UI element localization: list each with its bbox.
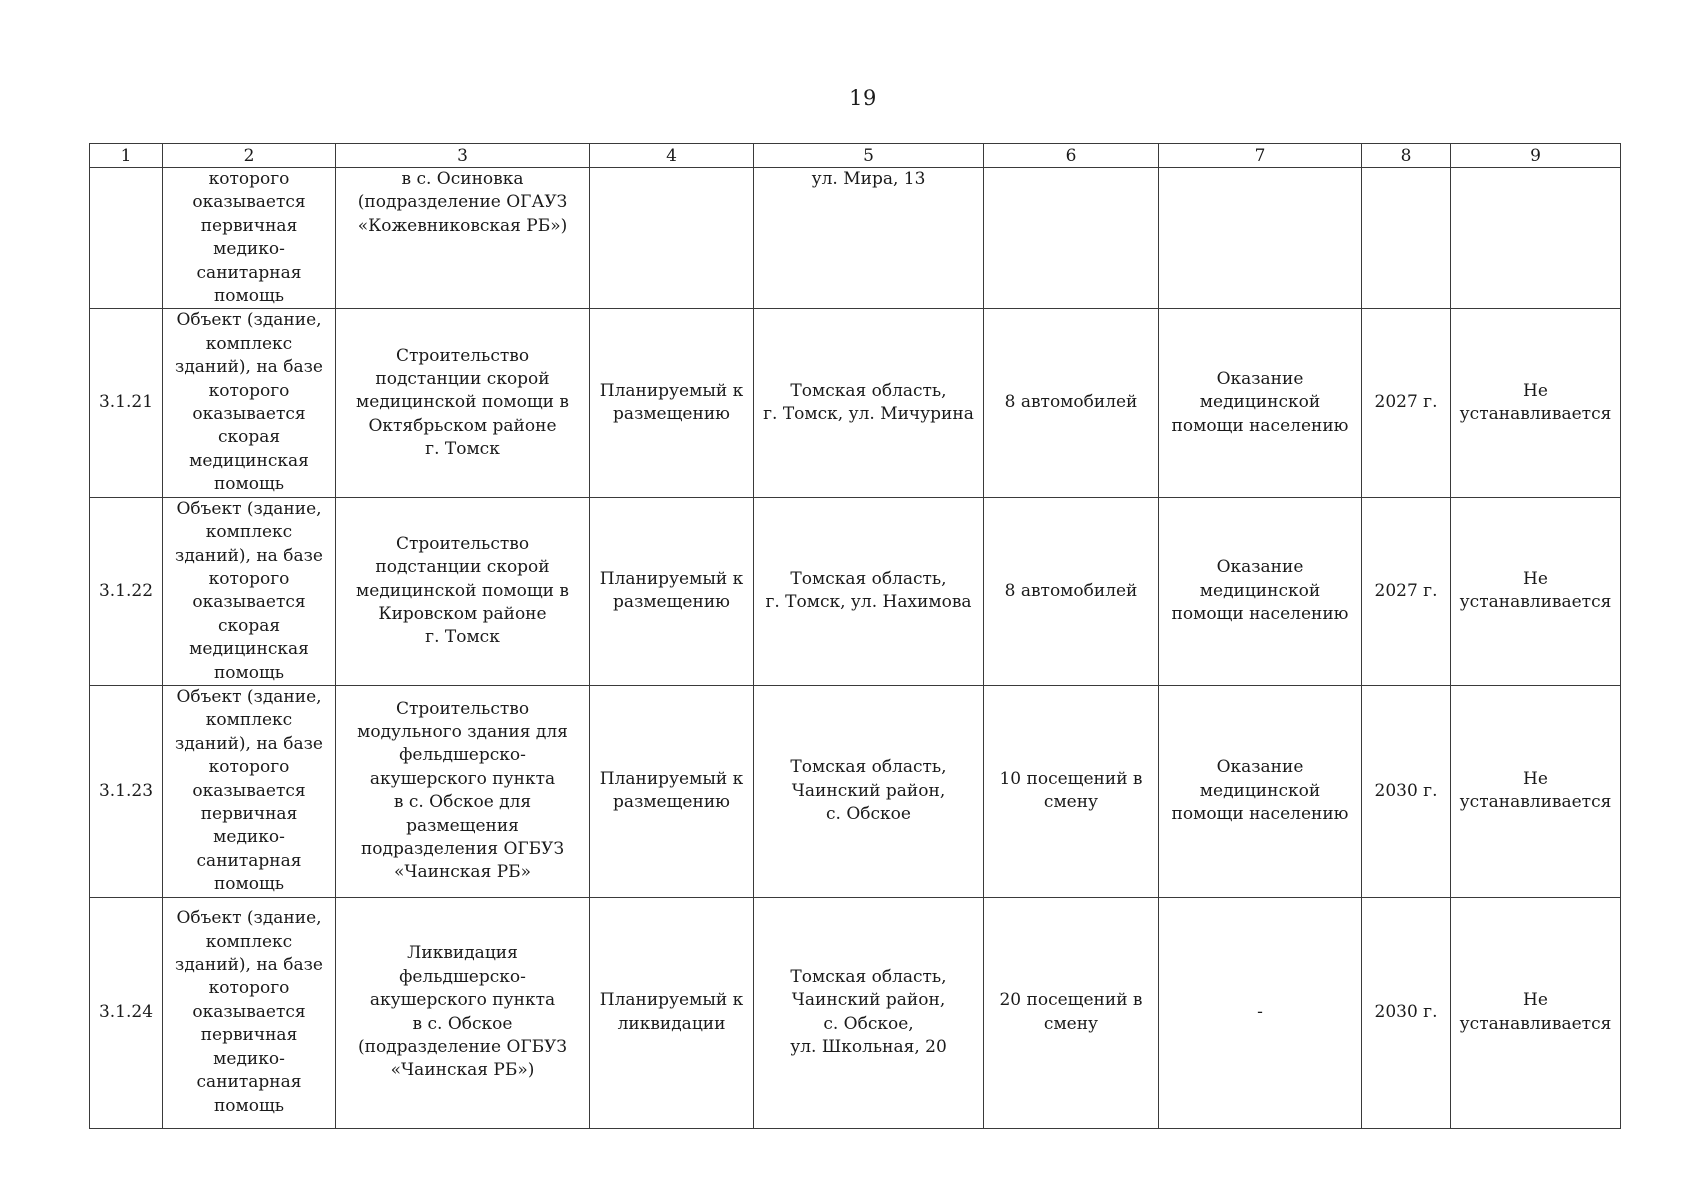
year-cell — [1362, 168, 1451, 309]
object-type-cell: Объект (здание, комплекс зданий), на базе которого оказывается первичная медико- санитарная помощь — [163, 685, 336, 897]
page-number: 19 — [849, 86, 877, 110]
location-cell: Томская область, г. Томск, ул. Нахимова — [754, 497, 984, 685]
row-number-cell: 3.1.24 — [90, 897, 163, 1128]
object-type-cell: Объект (здание, комплекс зданий), на базе которого оказывается скорая медицинская помощь — [163, 497, 336, 685]
column-header: 8 — [1362, 144, 1451, 168]
column-header: 5 — [754, 144, 984, 168]
status-cell: Планируемый к ликвидации — [590, 897, 754, 1128]
year-cell: 2030 г. — [1362, 897, 1451, 1128]
purpose-cell: Оказание медицинской помощи населению — [1159, 497, 1362, 685]
column-header: 1 — [90, 144, 163, 168]
purpose-cell: - — [1159, 897, 1362, 1128]
row-number-cell: 3.1.23 — [90, 685, 163, 897]
purpose-cell: Оказание медицинской помощи населению — [1159, 309, 1362, 497]
capacity-cell: 10 посещений в смену — [984, 685, 1159, 897]
capacity-cell: 8 автомобилей — [984, 309, 1159, 497]
location-cell: Томская область, Чаинский район, с. Обское, ул. Школьная, 20 — [754, 897, 984, 1128]
header-row — [90, 144, 1621, 168]
row-number-cell: 3.1.21 — [90, 309, 163, 497]
zone-cell: Не устанавливается — [1451, 497, 1621, 685]
purpose-cell: Оказание медицинской помощи населению — [1159, 685, 1362, 897]
column-header: 7 — [1159, 144, 1362, 168]
location-cell: Томская область, г. Томск, ул. Мичурина — [754, 309, 984, 497]
object-name-cell: в с. Осиновка (подразделение ОГАУЗ «Кожевниковская РБ») — [336, 168, 590, 309]
objects-table — [89, 143, 1621, 1129]
capacity-cell — [984, 168, 1159, 309]
object-type-cell: Объект (здание, комплекс зданий), на базе которого оказывается первичная медико- санитарная помощь — [163, 897, 336, 1128]
zone-cell: Не устанавливается — [1451, 685, 1621, 897]
row-number-cell: 3.1.22 — [90, 497, 163, 685]
column-header: 6 — [984, 144, 1159, 168]
location-cell: Томская область, Чаинский район, с. Обское — [754, 685, 984, 897]
zone-cell — [1451, 168, 1621, 309]
zone-cell: Не устанавливается — [1451, 309, 1621, 497]
year-cell: 2030 г. — [1362, 685, 1451, 897]
status-cell: Планируемый к размещению — [590, 309, 754, 497]
object-type-cell: Объект (здание, комплекс зданий), на базе которого оказывается скорая медицинская помощь — [163, 309, 336, 497]
purpose-cell — [1159, 168, 1362, 309]
column-header: 9 — [1451, 144, 1621, 168]
table-row — [90, 685, 1621, 897]
table-row — [90, 897, 1621, 1128]
column-header: 2 — [163, 144, 336, 168]
table-row — [90, 497, 1621, 685]
year-cell: 2027 г. — [1362, 309, 1451, 497]
zone-cell: Не устанавливается — [1451, 897, 1621, 1128]
table-row — [90, 168, 1621, 309]
status-cell: Планируемый к размещению — [590, 685, 754, 897]
location-cell: ул. Мира, 13 — [754, 168, 984, 309]
status-cell — [590, 168, 754, 309]
table-row — [90, 309, 1621, 497]
row-number-cell — [90, 168, 163, 309]
status-cell: Планируемый к размещению — [590, 497, 754, 685]
object-name-cell: Строительство подстанции скорой медицинской помощи в Октябрьском районе г. Томск — [336, 309, 590, 497]
object-name-cell: Строительство подстанции скорой медицинской помощи в Кировском районе г. Томск — [336, 497, 590, 685]
object-type-cell: которого оказывается первичная медико- санитарная помощь — [163, 168, 336, 309]
year-cell: 2027 г. — [1362, 497, 1451, 685]
column-header: 4 — [590, 144, 754, 168]
capacity-cell: 8 автомобилей — [984, 497, 1159, 685]
object-name-cell: Строительство модульного здания для фельдшерско- акушерского пункта в с. Обское для размещения подразделения ОГБУЗ «Чаинская РБ» — [336, 685, 590, 897]
object-name-cell: Ликвидация фельдшерско- акушерского пункта в с. Обское (подразделение ОГБУЗ «Чаинская РБ») — [336, 897, 590, 1128]
capacity-cell: 20 посещений в смену — [984, 897, 1159, 1128]
column-header: 3 — [336, 144, 590, 168]
